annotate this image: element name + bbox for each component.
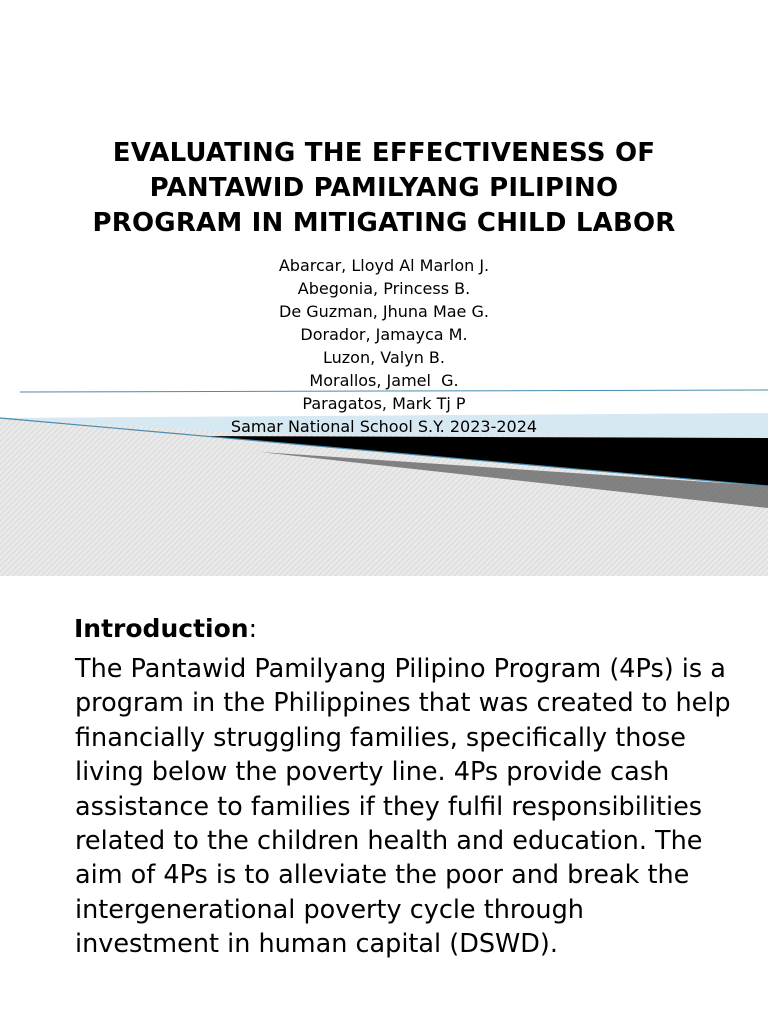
author-name: Luzon, Valyn B. bbox=[323, 348, 445, 367]
author-name: Abegonia, Princess B. bbox=[297, 279, 471, 298]
title-line: EVALUATING THE EFFECTIVENESS OF bbox=[112, 138, 656, 168]
introduction-heading-text: Introduction bbox=[74, 614, 249, 643]
introduction-heading bbox=[74, 612, 257, 646]
author-name: Paragatos, Mark Tj P bbox=[302, 394, 466, 413]
presentation-title bbox=[40, 136, 728, 241]
author-name: De Guzman, Jhuna Mae G. bbox=[279, 302, 489, 321]
introduction-heading-colon: : bbox=[248, 614, 257, 643]
author-name: Abarcar, Lloyd Al Marlon J. bbox=[278, 256, 490, 275]
introduction-body: The Pantawid Pamilyang Pilipino Program (4Ps) is a program in the Philippines that was created to help financially struggling families, specifically those living below the poverty line. 4Ps provide cash assistance to families if they fulfil responsibilities related to the children health and education. The aim of 4Ps is to alleviate the poor and break the intergenerational poverty cycle through investment in human capital (DSWD). bbox=[75, 654, 731, 960]
introduction-slide bbox=[0, 576, 768, 1024]
author-name: Morallos, Jamel G. bbox=[309, 371, 459, 390]
title-line: PANTAWID PAMILYANG PILIPINO bbox=[149, 173, 619, 203]
title-line: PROGRAM IN MITIGATING CHILD LABOR bbox=[92, 208, 676, 238]
author-list bbox=[100, 254, 668, 415]
school-and-year: Samar National School S.Y. 2023-2024 bbox=[230, 417, 538, 436]
author-name: Dorador, Jamayca M. bbox=[300, 325, 468, 344]
